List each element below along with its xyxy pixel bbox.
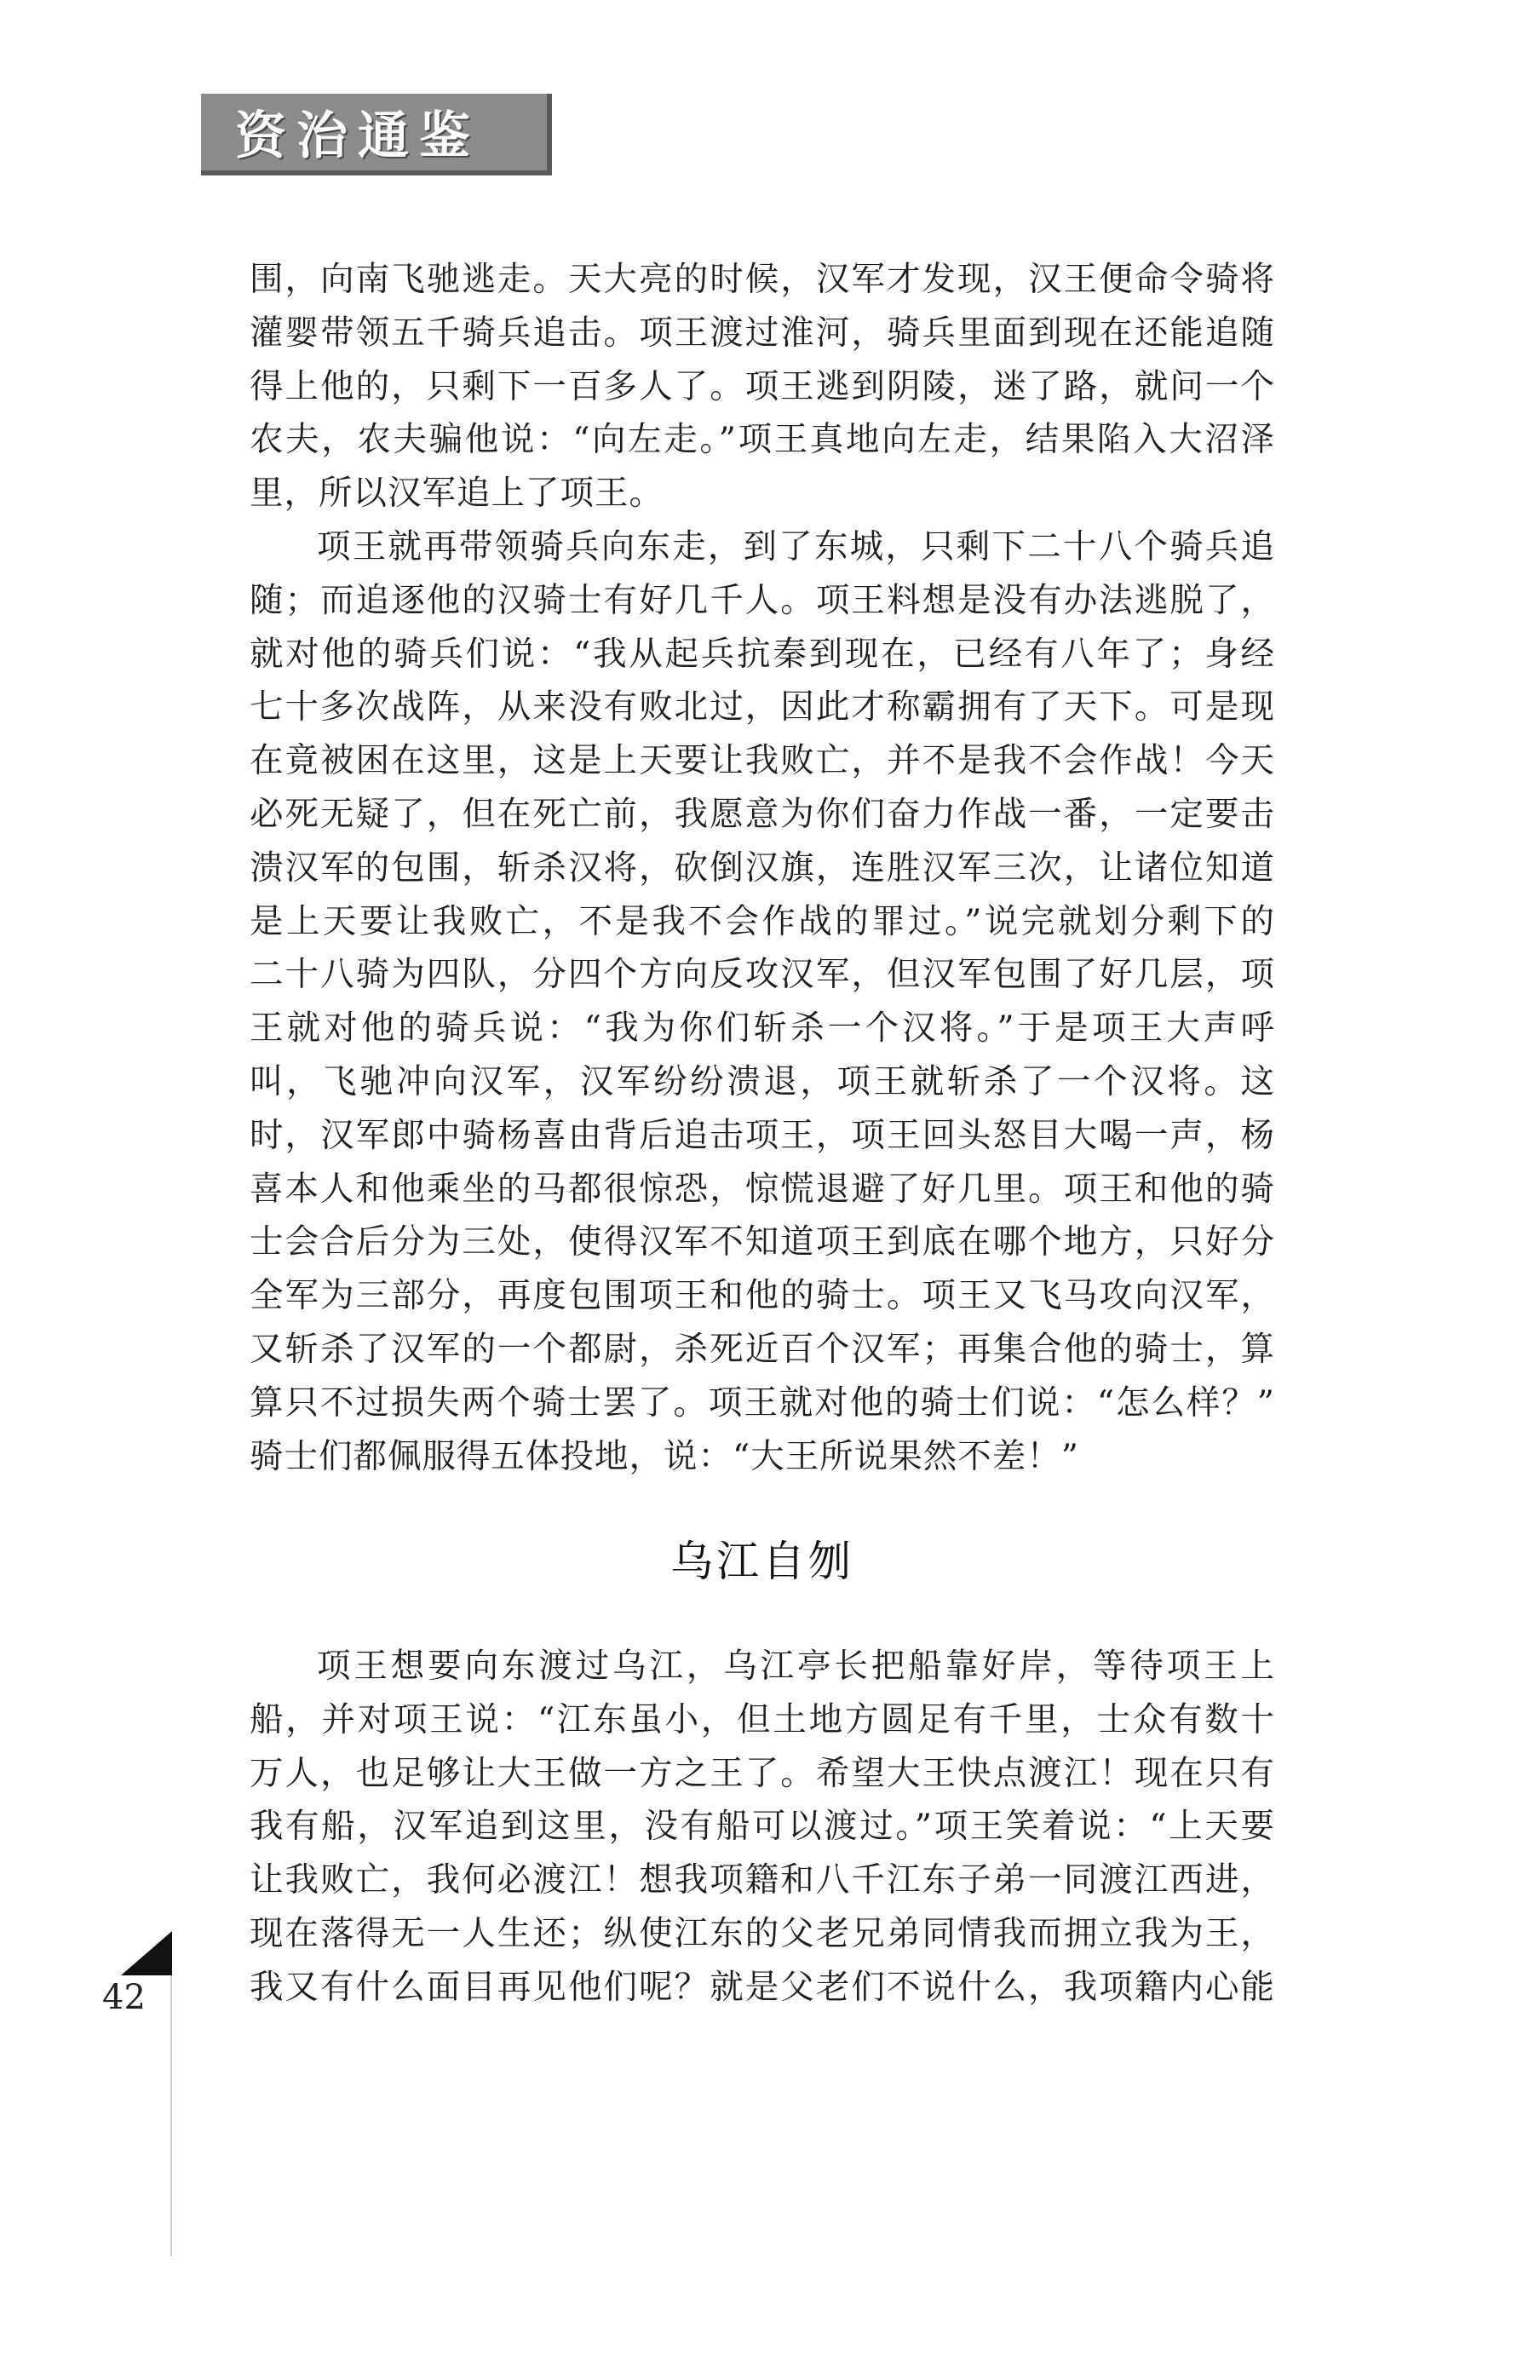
paragraph-flight: [250, 253, 1275, 520]
text-line: 全军为三部分，再度包围项王和他的骑士。项王又飞马攻向汉军，: [250, 1276, 1275, 1316]
text-line: 是上天要让我败亡，不是我不会作战的罪过。”说完就划分剩下的: [250, 901, 1275, 941]
text-line: 我有船，汉军追到这里，没有船可以渡过。”项王笑着说：“上天要: [250, 1807, 1275, 1847]
text-line: 王就对他的骑兵说：“我为你们斩杀一个汉将。”于是项王大声呼: [250, 1009, 1275, 1049]
text-line: 二十八骑为四队，分四个方向反攻汉军，但汉军包围了好几层，项: [250, 955, 1275, 995]
text-line: 围，向南飞驰逃走。天大亮的时候，汉军才发现，汉王便命令骑将: [250, 260, 1275, 299]
text-line: 溃汉军的包围，斩杀汉将，砍倒汉旗，连胜汉军三次，让诸位知道: [250, 848, 1275, 888]
book-title-banner: [201, 94, 552, 175]
text-line: 项王就再带领骑兵向东走，到了东城，只剩下二十八个骑兵追: [317, 527, 1275, 566]
margin-rule: [170, 1975, 172, 2256]
text-line: 叫，飞驰冲向汉军，汉军纷纷溃退，项王就斩杀了一个汉将。这: [250, 1061, 1275, 1101]
text-line: 必死无疑了，但在死亡前，我愿意为你们奋力作战一番，一定要击: [250, 794, 1275, 834]
text-line: 在竟被困在这里，这是上天要让我败亡，并不是我不会作战！今天: [250, 741, 1275, 781]
text-line: 又斩杀了汉军的一个都尉，杀死近百个汉军；再集合他的骑士，算: [250, 1329, 1275, 1369]
text-line: 随；而追逐他的汉骑士有好几千人。项王料想是没有办法逃脱了，: [250, 580, 1275, 620]
text-line: 骑士们都佩服得五体投地，说：“大王所说果然不差！”: [250, 1436, 1079, 1476]
text-line: 士会合后分为三处，使得汉军不知道项王到底在哪个地方，只好分: [250, 1222, 1275, 1262]
text-line: 农夫，农夫骗他说：“向左走。”项王真地向左走，结果陷入大沼泽: [250, 420, 1275, 460]
text-line: 就对他的骑兵们说：“我从起兵抗秦到现在，已经有八年了；身经: [250, 634, 1275, 674]
text-line: 里，所以汉军追上了项王。: [250, 474, 664, 514]
book-title: 资治通鉴: [235, 106, 480, 166]
text-line: 现在落得无一人生还；纵使江东的父老兄弟同情我而拥立我为王，: [250, 1913, 1275, 1953]
text-line: 灌婴带领五千骑兵追击。项王渡过淮河，骑兵里面到现在还能追随: [250, 313, 1275, 353]
text-line: 万人，也足够让大王做一方之王了。希望大王快点渡江！现在只有: [250, 1753, 1275, 1793]
text-line: 让我败亡，我何必渡江！想我项籍和八千江东子弟一同渡江西进，: [250, 1860, 1275, 1900]
text-line: 船，并对项王说：“江东虽小，但土地方圆足有千里，士众有数十: [250, 1699, 1275, 1739]
text-line: 算只不过损失两个骑士罢了。项王就对他的骑士们说：“怎么样？”: [250, 1383, 1275, 1423]
paragraph-dongcheng: [250, 520, 1275, 1483]
text-line: 我又有什么面目再见他们呢？就是父老们不说什么，我项籍内心能: [250, 1967, 1275, 2007]
text-line: 七十多次战阵，从来没有败北过，因此才称霸拥有了天下。可是现: [250, 687, 1275, 727]
paragraph-wujiang: [250, 1640, 1275, 2015]
text-line: 喜本人和他乘坐的马都很惊恐，惊慌退避了好几里。项王和他的骑: [250, 1169, 1275, 1209]
text-line: 项王想要向东渡过乌江，乌江亭长把船靠好岸，等待项王上: [317, 1647, 1275, 1686]
text-line: 时，汉军郎中骑杨喜由背后追击项王，项王回头怒目大喝一声，杨: [250, 1115, 1275, 1155]
section-heading: 乌江自刎: [670, 1537, 854, 1586]
text-line: 得上他的，只剩下一百多人了。项王逃到阴陵，迷了路，就问一个: [250, 366, 1275, 406]
corner-triangle-icon: [121, 1931, 172, 1975]
page-number: 42: [102, 1978, 146, 2017]
